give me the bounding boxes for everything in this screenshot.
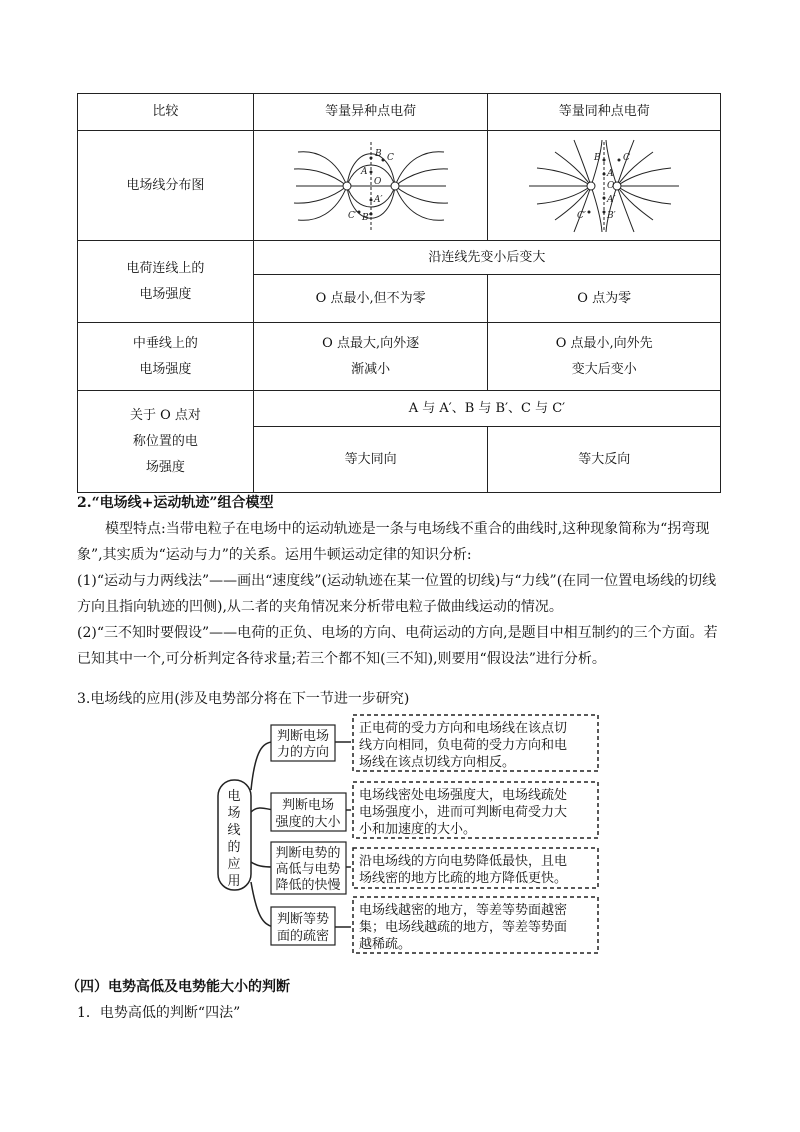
like-charges-field-diagram [519,138,689,234]
detail-line: 小和加速度的大小。 [359,822,477,837]
branch-label: 面的疏密 [276,929,330,944]
center-char: 的 [227,840,241,855]
label-a-prime: A′ [607,194,616,205]
label-o: O [607,180,615,191]
label-b: B [594,152,601,163]
like-charges-diagram-cell [488,131,721,241]
sym-opposite-cell: 等大同向 [253,427,488,493]
field-line-application-mindmap [205,712,605,957]
label-b-prime: B′ [607,210,616,221]
line-field-shared-cell: 沿连线先变小后变大 [253,241,720,275]
label-c-prime: C′ [577,210,587,221]
detail-line: 线方向相同，负电荷的受力方向和电 [359,738,568,753]
label-b-prime: B′ [361,212,371,223]
branch-label: 降低的快慢 [275,878,341,893]
section4-heading: （四）电势高低及电势能大小的判断 [66,979,290,995]
detail-line: 电场线密处电场强度大，电场线疏处 [359,788,568,803]
sym-shared-cell: A 与 A′、B 与 B′、C 与 C′ [253,391,720,427]
label-c: C [623,152,631,163]
line-field-like-cell: O 点为零 [488,275,721,323]
branch-label: 强度的大小 [275,815,341,830]
perp-opposite-cell: O 点最大,向外逐 渐减小 [253,323,488,391]
branch-label: 高低与电势 [275,862,341,877]
section2-paragraph-2: (1)“运动与力两线法”——画出“速度线”(运动轨迹在某一位置的切线)与“力线”(在同一位置电场线的切线方向且指向轨迹的凹侧),从二者的夹角情况来分析带电粒子做曲线运动的情况。 [77,573,717,615]
center-char: 线 [227,823,241,838]
perp-row-label: 中垂线上的 电场强度 [78,323,254,391]
label-a: A [607,168,614,179]
section4-item-1: 1．电势高低的判断“四法” [77,1005,241,1021]
section3-title: 3.电场线的应用(涉及电势部分将在下一节进一步研究) [77,691,410,707]
branch-label: 判断等势 [276,912,330,927]
diagram-row-label: 电场线分布图 [78,131,254,241]
perp-like-cell: O 点最小,向外先 变大后变小 [488,323,721,391]
header-compare: 比较 [78,94,254,131]
label-c: C [386,152,394,163]
center-char: 用 [227,874,241,889]
label-a: A [360,166,368,177]
center-char: 场 [227,806,241,821]
detail-line: 正电荷的受力方向和电场线在该点切 [359,721,568,736]
header-like-charges: 等量同种点电荷 [488,94,721,131]
detail-line: 电场线越密的地方，等差等势面越密 [359,903,568,918]
branch-label: 判断电场 [276,729,330,744]
sym-row-label: 关于 O 点对 称位置的电 场强度 [78,391,254,493]
branch-label: 判断电场 [281,798,335,813]
branch-label: 力的方向 [276,745,330,760]
detail-line: 集；电场线越疏的地方，等差等势面 [359,920,568,935]
detail-line: 场线在该点切线方向相反。 [359,755,516,770]
label-o: O [373,176,382,187]
center-char: 应 [227,857,241,872]
detail-line: 电场强度小，进而可判断电荷受力大 [359,805,568,820]
sym-like-cell: 等大反向 [488,427,721,493]
label-b: B [374,148,382,159]
opposite-charges-field-diagram [286,138,456,234]
detail-line: 场线密的地方比疏的地方降低更快。 [359,871,568,886]
branch-label: 判断电势的 [275,846,341,861]
comparison-table [77,93,721,493]
section2-paragraph-1: 模型特点:当带电粒子在电场中的运动轨迹是一条与电场线不重合的曲线时,这种现象简称为“拐弯现象”,其实质为“运动与力”的关系。运用牛顿运动定律的知识分析: [77,521,710,563]
detail-line: 越稀疏。 [359,937,412,952]
header-opposite-charges: 等量异种点电荷 [253,94,488,131]
opposite-charges-diagram-cell [253,131,488,241]
label-a-prime: A′ [373,194,383,205]
center-char: 电 [227,789,241,804]
line-field-row-label: 电荷连线上的 电场强度 [78,241,254,323]
detail-line: 沿电场线的方向电势降低最快，且电 [359,854,568,869]
line-field-opposite-cell: O 点最小,但不为零 [253,275,488,323]
section2-paragraph-3: (2)“三不知时要假设”——电荷的正负、电场的方向、电荷运动的方向,是题目中相互制约的三个方面。若已知其中一个,可分析判定各待求量;若三个都不知(三不知),则要用“假设法”进行分析。 [77,625,718,667]
label-c-prime: C′ [347,210,357,221]
section2-title: 2.“电场线+运动轨迹”组合模型 [77,495,274,511]
